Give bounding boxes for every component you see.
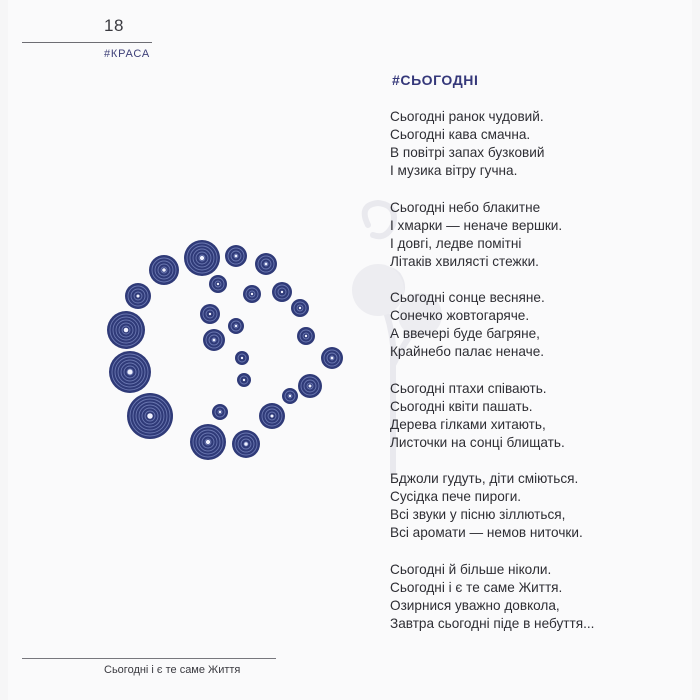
poem-line: Листочки на сонці блищать. <box>390 434 565 450</box>
spiral-circles-illustration <box>104 236 344 476</box>
spiral-circle <box>107 311 145 349</box>
poem-line: І хмарки — неначе вершки. <box>390 217 563 233</box>
page-number: 18 <box>104 16 124 35</box>
poem-line: В повітрі запах бузковий <box>390 145 545 160</box>
poem-body <box>390 108 690 651</box>
spiral-circle <box>259 403 285 429</box>
spiral-circle <box>127 393 173 439</box>
poem-line: Сьогодні небо блакитне <box>390 199 541 215</box>
poem-line: Сьогодні сонце весняне. <box>390 290 545 305</box>
poem-stanza <box>390 289 690 361</box>
spiral-circle <box>291 299 309 317</box>
poem-line: І довгі, ледве помітні <box>390 235 522 251</box>
poem-line: Сьогодні й більше ніколи. <box>390 561 552 577</box>
spiral-circle <box>272 282 292 302</box>
spiral-circle <box>209 275 227 293</box>
poem-line: І музика вітру гучна. <box>390 163 518 178</box>
poem-line: Сьогодні квіти пашать. <box>390 398 533 414</box>
poem-line: Літаків хвилясті стежки. <box>390 253 539 269</box>
poem-line: Всі аромати — немов ниточки. <box>390 525 583 540</box>
spiral-circle <box>321 347 343 369</box>
poem-line: Дерева гілками хитають, <box>390 416 546 432</box>
spiral-circle <box>203 329 225 351</box>
spiral-circle <box>200 304 220 324</box>
spiral-circle <box>225 245 247 267</box>
spiral-circle <box>297 327 315 345</box>
poem-stanza <box>390 380 690 452</box>
poem-line: Сьогодні ранок чудовий. <box>390 109 544 124</box>
spiral-circle <box>235 351 249 365</box>
poem-line: Завтра сьогодні піде в небуття... <box>390 615 595 631</box>
book-page <box>8 0 692 700</box>
poem-stanza <box>390 108 690 180</box>
spiral-circle <box>282 388 298 404</box>
spiral-circle <box>184 240 220 276</box>
footer-running-title: Сьогодні і є те саме Життя <box>104 664 241 676</box>
spiral-circle <box>255 253 277 275</box>
poem-line: Сьогодні кава смачна. <box>390 127 531 142</box>
poem-line: Всі звуки у пісню зіллються, <box>390 507 566 522</box>
poem-line: Сьогодні птахи співають. <box>390 380 547 396</box>
spiral-circle <box>298 374 322 398</box>
poem-line: Озирнися уважно довкола, <box>390 597 560 613</box>
spiral-circle <box>109 351 151 393</box>
spiral-circle <box>228 318 244 334</box>
spiral-circle <box>212 404 228 420</box>
poem-line: Крайнебо палає неначе. <box>390 344 545 359</box>
poem-line: А ввечері буде багряне, <box>390 326 540 341</box>
spiral-circle <box>237 373 251 387</box>
poem-stanza <box>390 561 690 633</box>
spiral-circle <box>125 283 151 309</box>
spiral-circle <box>243 285 261 303</box>
poem-line: Сонечко жовтогаряче. <box>390 308 530 323</box>
poem-title: #СЬОГОДНІ <box>392 72 479 88</box>
poem-line: Бджоли гудуть, діти сміються. <box>390 471 579 486</box>
section-tag: #КРАСА <box>104 48 151 60</box>
spiral-circle <box>190 424 226 460</box>
poem-line: Сьогодні і є те саме Життя. <box>390 579 563 595</box>
poem-stanza <box>390 199 690 271</box>
spiral-circle <box>232 430 260 458</box>
poem-stanza <box>390 470 690 542</box>
spiral-circle <box>149 255 179 285</box>
footer-divider <box>22 658 276 659</box>
header-divider <box>22 42 152 43</box>
poem-line: Сусідка пече пироги. <box>390 489 522 504</box>
